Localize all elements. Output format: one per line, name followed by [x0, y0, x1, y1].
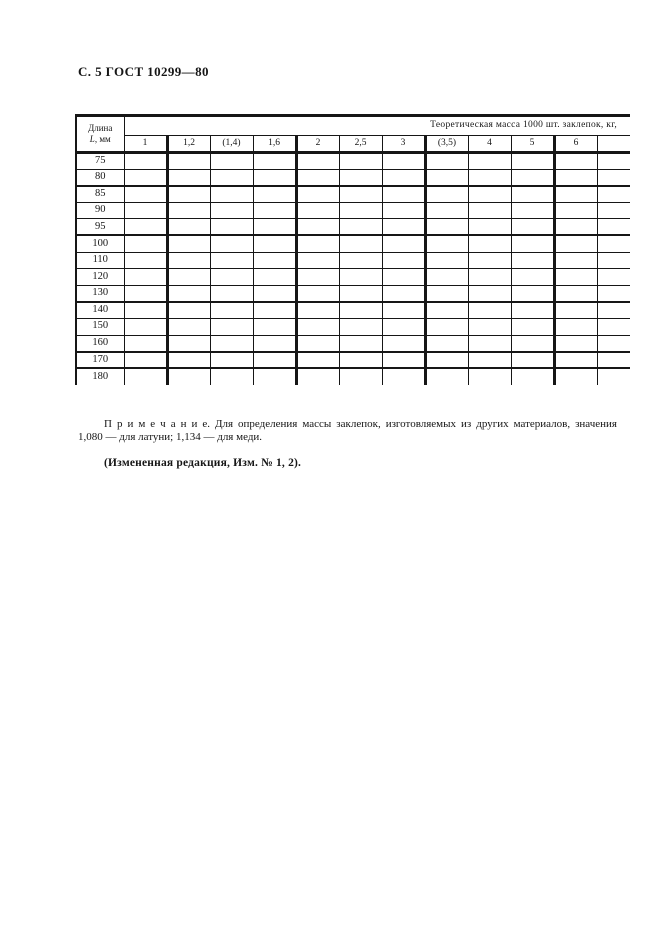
table-cell [124, 368, 167, 385]
table-cell [253, 335, 296, 352]
table-row [76, 285, 630, 302]
corner-header-line1: Длина [88, 123, 113, 133]
table-cell [554, 219, 597, 236]
table-cell [296, 235, 339, 252]
table-cell [511, 235, 554, 252]
table-cell [468, 285, 511, 302]
table-cell [167, 269, 210, 286]
table-cell [425, 186, 468, 203]
row-label: 150 [76, 318, 124, 335]
table-cell [554, 269, 597, 286]
table-cell [253, 235, 296, 252]
table-cell [124, 335, 167, 352]
table-cell [210, 153, 253, 170]
table-cell [511, 219, 554, 236]
table-cell [296, 252, 339, 269]
table-cell [124, 318, 167, 335]
table-cell [468, 252, 511, 269]
clipped-cell [597, 235, 630, 252]
table-cell [382, 153, 425, 170]
table-cell [124, 252, 167, 269]
clipped-cell [597, 186, 630, 203]
table-cell [425, 169, 468, 186]
table-row [76, 302, 630, 319]
table-cell [210, 169, 253, 186]
column-header: 2,5 [339, 136, 382, 153]
table-cell [468, 368, 511, 385]
row-label: 80 [76, 169, 124, 186]
table-row [76, 368, 630, 385]
clipped-cell [597, 318, 630, 335]
table-cell [382, 318, 425, 335]
row-label: 75 [76, 153, 124, 170]
table-cell [296, 352, 339, 369]
table-cell [511, 285, 554, 302]
table-row [76, 219, 630, 236]
clipped-cell [597, 285, 630, 302]
table-cell [468, 352, 511, 369]
length-unit: , мм [94, 134, 111, 144]
table-cell [296, 169, 339, 186]
note-line-2: 1,080 — для латуни; 1,134 — для меди. [78, 430, 263, 443]
table-cell [468, 302, 511, 319]
row-label: 100 [76, 235, 124, 252]
table-cell [511, 335, 554, 352]
corner-header-line2 [77, 134, 124, 145]
clipped-cell [597, 368, 630, 385]
table-cell [425, 269, 468, 286]
table-cell [167, 352, 210, 369]
table-cell [554, 335, 597, 352]
table-cell [425, 285, 468, 302]
table-cell [468, 235, 511, 252]
table-cell [124, 235, 167, 252]
table-cell [339, 318, 382, 335]
table-cell [425, 219, 468, 236]
clipped-cell [597, 169, 630, 186]
table-cell [124, 302, 167, 319]
table-cell [339, 252, 382, 269]
table-cell [554, 368, 597, 385]
table-cell [382, 186, 425, 203]
table-cell [382, 302, 425, 319]
table-cell [468, 219, 511, 236]
table-cell [296, 269, 339, 286]
table-cell [382, 202, 425, 219]
table-cell [296, 335, 339, 352]
table-cell [425, 352, 468, 369]
table-cell [511, 302, 554, 319]
table-cell [511, 169, 554, 186]
row-label: 120 [76, 269, 124, 286]
table-cell [167, 285, 210, 302]
table-cell [253, 302, 296, 319]
table-cell [253, 202, 296, 219]
column-header: 6 [554, 136, 597, 153]
table-cell [167, 302, 210, 319]
table-cell [339, 368, 382, 385]
table-cell [253, 219, 296, 236]
table-cell [339, 335, 382, 352]
table-cell [339, 153, 382, 170]
row-label: 180 [76, 368, 124, 385]
table-cell [554, 318, 597, 335]
table-cell [210, 318, 253, 335]
table-cell [425, 153, 468, 170]
table-row [76, 335, 630, 352]
clipped-cell [597, 153, 630, 170]
table-cell [296, 153, 339, 170]
table-grid [75, 114, 630, 385]
clipped-cell [597, 269, 630, 286]
column-header: 1,6 [253, 136, 296, 153]
table-cell [210, 269, 253, 286]
table-cell [253, 352, 296, 369]
table-cell [511, 186, 554, 203]
row-label: 85 [76, 186, 124, 203]
table-cell [382, 285, 425, 302]
table-cell [124, 186, 167, 203]
table-cell [554, 302, 597, 319]
table-cell [253, 186, 296, 203]
row-label: 90 [76, 202, 124, 219]
table-cell [253, 368, 296, 385]
table-cell [339, 202, 382, 219]
table-cell [124, 219, 167, 236]
table-cell [425, 318, 468, 335]
table-cell [382, 335, 425, 352]
table-cell [167, 169, 210, 186]
table-cell [253, 153, 296, 170]
span-header-row [76, 116, 630, 136]
table-cell [339, 285, 382, 302]
table-cell [339, 186, 382, 203]
table-row [76, 352, 630, 369]
table-cell [296, 318, 339, 335]
length-symbol: L [89, 134, 95, 144]
table-cell [382, 219, 425, 236]
table-cell [468, 169, 511, 186]
row-label: 170 [76, 352, 124, 369]
table-cell [382, 368, 425, 385]
rivet-mass-table [75, 114, 630, 385]
table-cell [425, 235, 468, 252]
table-cell [554, 153, 597, 170]
table-cell [382, 169, 425, 186]
table-cell [554, 252, 597, 269]
table-cell [167, 219, 210, 236]
clipped-cell [597, 335, 630, 352]
table-cell [124, 202, 167, 219]
table-cell [124, 153, 167, 170]
table-cell [554, 352, 597, 369]
table-cell [167, 368, 210, 385]
table-row [76, 153, 630, 170]
column-header-row [76, 136, 630, 153]
column-header: 5 [511, 136, 554, 153]
table-cell [468, 318, 511, 335]
table-body [76, 153, 630, 385]
table-cell [339, 219, 382, 236]
table-cell [253, 252, 296, 269]
table-cell [253, 269, 296, 286]
table-cell [210, 335, 253, 352]
table-cell [511, 269, 554, 286]
table-cell [554, 169, 597, 186]
table-cell [210, 368, 253, 385]
row-label: 110 [76, 252, 124, 269]
amendment-text: (Измененная редакция, Изм. № 1, 2). [104, 457, 302, 469]
table-cell [339, 302, 382, 319]
clipped-cell [597, 302, 630, 319]
table-cell [425, 302, 468, 319]
column-header: 3 [382, 136, 425, 153]
table-cell [339, 269, 382, 286]
table-row [76, 252, 630, 269]
table-cell [339, 352, 382, 369]
table-cell [554, 186, 597, 203]
table-cell [425, 335, 468, 352]
column-header: 2 [296, 136, 339, 153]
table-cell [511, 202, 554, 219]
table-cell [468, 335, 511, 352]
row-label: 130 [76, 285, 124, 302]
table-cell [296, 368, 339, 385]
column-header: (3,5) [425, 136, 468, 153]
column-header: (1,4) [210, 136, 253, 153]
table-cell [167, 202, 210, 219]
table-cell [210, 186, 253, 203]
table-cell [167, 235, 210, 252]
table-row [76, 235, 630, 252]
table-cell [167, 153, 210, 170]
table-cell [167, 335, 210, 352]
table-cell [382, 352, 425, 369]
table-cell [511, 352, 554, 369]
table-cell [511, 252, 554, 269]
table-cell [554, 202, 597, 219]
table-cell [124, 352, 167, 369]
table-row [76, 186, 630, 203]
table-cell [210, 219, 253, 236]
table-cell [253, 318, 296, 335]
table-cell [296, 302, 339, 319]
table-cell [167, 252, 210, 269]
span-header: Теоретическая масса 1000 шт. заклепок, кг, [124, 116, 630, 136]
table-cell [210, 302, 253, 319]
row-label: 140 [76, 302, 124, 319]
table-cell [425, 368, 468, 385]
table-cell [124, 285, 167, 302]
table-cell [339, 235, 382, 252]
row-label: 95 [76, 219, 124, 236]
table-cell [296, 219, 339, 236]
table-cell [511, 153, 554, 170]
table-cell [253, 285, 296, 302]
table-cell [339, 169, 382, 186]
table-cell [468, 153, 511, 170]
clipped-column-header [597, 136, 630, 153]
table-cell [468, 202, 511, 219]
table-cell [296, 186, 339, 203]
table-cell [167, 318, 210, 335]
table-cell [167, 186, 210, 203]
table-cell [468, 186, 511, 203]
table-cell [468, 269, 511, 286]
table-cell [554, 285, 597, 302]
table-cell [210, 202, 253, 219]
note-paragraph [78, 418, 617, 443]
column-header: 1 [124, 136, 167, 153]
table-cell [511, 368, 554, 385]
table-cell [253, 169, 296, 186]
table-cell [296, 285, 339, 302]
column-header: 1,2 [167, 136, 210, 153]
table-row [76, 269, 630, 286]
table-cell [210, 285, 253, 302]
corner-header [76, 116, 124, 153]
clipped-cell [597, 202, 630, 219]
table-row [76, 202, 630, 219]
table-cell [124, 269, 167, 286]
table-cell [382, 269, 425, 286]
table-cell [382, 235, 425, 252]
table-cell [124, 169, 167, 186]
clipped-cell [597, 352, 630, 369]
table-cell [210, 352, 253, 369]
clipped-cell [597, 219, 630, 236]
table-cell [382, 252, 425, 269]
table-cell [296, 202, 339, 219]
table-row [76, 318, 630, 335]
table-cell [554, 235, 597, 252]
table-cell [210, 252, 253, 269]
row-label: 160 [76, 335, 124, 352]
table-cell [425, 202, 468, 219]
table-cell [425, 252, 468, 269]
page-header: С. 5 ГОСТ 10299—80 [78, 64, 209, 79]
table-cell [511, 318, 554, 335]
clipped-cell [597, 252, 630, 269]
table-row [76, 169, 630, 186]
column-header: 4 [468, 136, 511, 153]
table-cell [210, 235, 253, 252]
note-line-1: П р и м е ч а н и е. Для определения массы заклепок, изготовляемых из других материалов, значения [104, 418, 617, 430]
